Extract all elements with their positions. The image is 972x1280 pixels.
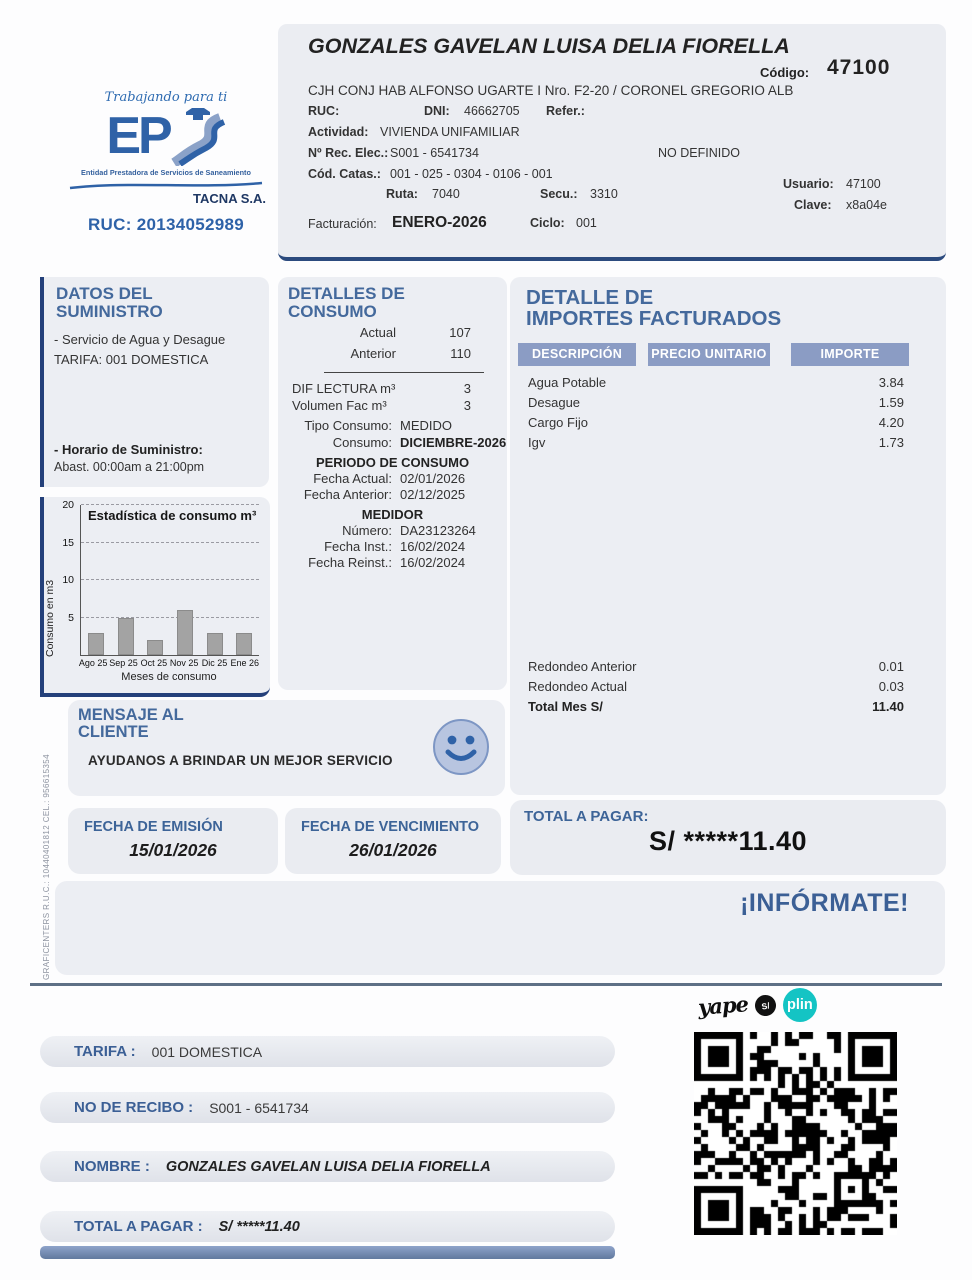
ruta-value: 7040 [432, 187, 460, 201]
column-header-precio-unitario: PRECIO UNITARIO [648, 343, 770, 366]
item-desc: Desague [528, 395, 581, 410]
footer-nombre-label: NOMBRE : [74, 1158, 150, 1175]
chart-plot [80, 505, 259, 656]
table-row [510, 659, 946, 677]
importes-title [526, 287, 781, 329]
fecha-reinst-label: Fecha Reinst.: [308, 555, 392, 570]
footer-recibo-label: NO DE RECIBO : [74, 1099, 194, 1116]
fecha-emision-box [68, 808, 278, 874]
footer-row-nombre [40, 1151, 615, 1182]
consumo-title-line2: CONSUMO [288, 301, 377, 321]
informate-panel [55, 881, 945, 975]
chart-gridline [81, 579, 259, 580]
footer-nombre-value: GONZALES GAVELAN LUISA DELIA FIORELLA [165, 1158, 491, 1175]
actual-value: 107 [449, 325, 471, 340]
footer-row-total [40, 1211, 615, 1242]
footer-row-recibo [40, 1092, 615, 1123]
mensaje-title-line2: CLIENTE [78, 722, 149, 741]
chart-y-ticks [56, 499, 76, 655]
redondeo-anterior-value: 0.01 [878, 659, 904, 674]
footer-total-value: S/ *****11.40 [218, 1218, 300, 1235]
redondeo-anterior-label: Redondeo Anterior [528, 659, 637, 674]
consumption-chart [40, 497, 270, 697]
footer-recibo-value: S001 - 6541734 [209, 1099, 309, 1116]
logo-company-name: TACNA S.A. [193, 191, 266, 206]
total-pagar-value: S/ *****11.40 [648, 826, 808, 856]
volumen-fac-label: Volumen Fac m³ [292, 398, 387, 413]
chart-x-tick-label: Ene 26 [230, 658, 260, 668]
chart-x-axis-label: Meses de consumo [121, 671, 217, 683]
chart-x-tick-label: Nov 25 [169, 658, 199, 668]
table-row [510, 395, 946, 413]
column-header-importe: IMPORTE [791, 343, 909, 366]
fecha-emision-value: 15/01/2026 [129, 840, 217, 860]
yape-badge-icon: S/ [753, 993, 777, 1017]
chart-x-tick-label: Dic 25 [201, 658, 228, 668]
company-ruc: RUC: 20134052989 [87, 215, 244, 234]
mensaje-body: AYUDANOS A BRINDAR UN MEJOR SERVICIO [88, 753, 393, 768]
tipo-consumo-label: Tipo Consumo: [304, 418, 392, 433]
total-pagar-label: TOTAL A PAGAR: [524, 808, 649, 825]
footer-total-label: TOTAL A PAGAR : [74, 1218, 203, 1235]
cod-catas-value: 001 - 025 - 0304 - 0106 - 001 [390, 167, 553, 181]
chart-y-tick-label: 15 [62, 536, 74, 549]
header-row-ids [278, 104, 946, 121]
importes-title-line2: IMPORTES FACTURADOS [526, 307, 782, 331]
dni-label: DNI: [424, 104, 450, 118]
tipo-consumo-value: MEDIDO [400, 418, 452, 433]
horario-label: - Horario de Suministro: [54, 442, 203, 457]
medidor-title: MEDIDOR [361, 507, 424, 522]
fecha-vencimiento-box [285, 808, 501, 874]
anterior-value: 110 [450, 346, 471, 361]
chart-bar [118, 618, 134, 656]
datos-title-line1: DATOS DEL [56, 284, 153, 303]
company-logo [58, 90, 274, 235]
total-pagar-box [510, 800, 946, 875]
mensaje-title [78, 707, 184, 741]
reading-divider-line [324, 372, 484, 373]
medidor-numero-value: DA23123264 [400, 523, 476, 538]
smiley-icon [431, 717, 491, 777]
fecha-actual-label: Fecha Actual: [313, 471, 392, 486]
chart-bar [177, 610, 193, 655]
chart-bar [207, 633, 223, 656]
codigo-label: Código: [760, 65, 810, 80]
footer-blue-bar [40, 1246, 615, 1259]
dif-lectura-value: 3 [463, 381, 471, 396]
chart-gridline [81, 542, 259, 543]
table-row-total [510, 699, 946, 717]
eps-logo-letters: EP [106, 107, 170, 165]
table-row [510, 679, 946, 697]
redondeo-actual-label: Redondeo Actual [528, 679, 628, 694]
customer-name: GONZALES GAVELAN LUISA DELIA FIORELLA [308, 34, 790, 58]
importes-facturados-panel [510, 277, 946, 795]
qr-code [694, 1032, 897, 1235]
rec-elec-value: S001 - 6541734 [390, 146, 479, 160]
chart-bar [147, 640, 163, 655]
table-row [510, 415, 946, 433]
chart-bar [236, 633, 252, 656]
chart-y-axis-label: Consumo en m3 [44, 579, 56, 657]
mensaje-title-line1: MENSAJE AL [78, 706, 184, 724]
usuario-label: Usuario: [783, 177, 834, 191]
header-row-recibo [278, 146, 946, 163]
cod-catas-label: Cód. Catas.: [308, 167, 381, 181]
informate-text: ¡INFÓRMATE! [740, 889, 909, 917]
footer-row-tarifa [40, 1036, 615, 1067]
chart-x-tick-label: Oct 25 [140, 658, 168, 668]
chart-y-tick-label: 10 [62, 574, 74, 586]
footer-tarifa-value: 001 DOMESTICA [151, 1043, 263, 1060]
datos-suministro-panel [40, 277, 269, 487]
datos-suministro-title [56, 285, 163, 320]
actividad-value: VIVIENDA UNIFAMILIAR [380, 125, 520, 139]
printer-credit-vertical-text: GRAFICENTERS R.U.C.: 10440401812 CEL.: 956615354 [42, 754, 51, 980]
fecha-vencimiento-value: 26/01/2026 [349, 840, 437, 860]
facturacion-label: Facturación: [308, 217, 377, 231]
header-row-clave [278, 198, 946, 215]
secu-label: Secu.: [540, 187, 578, 201]
dif-lectura-label: DIF LECTURA m³ [292, 381, 396, 396]
rec-elec-label: Nº Rec. Elec.: [308, 146, 389, 160]
logo-swoosh [68, 180, 264, 190]
header-row-actividad [278, 125, 946, 142]
chart-x-tick-label: Sep 25 [109, 658, 138, 668]
codigo-value: 47100 [827, 56, 891, 79]
anterior-label: Anterior [350, 346, 396, 361]
fecha-vencimiento-label: FECHA DE VENCIMIENTO [301, 819, 480, 835]
chart-title: Estadística de consumo m³ [88, 508, 257, 523]
payment-methods [698, 986, 817, 1024]
redondeo-actual-value: 0.03 [878, 679, 904, 694]
yape-logo: yape [697, 990, 749, 1020]
actual-label: Actual [359, 325, 396, 340]
facturacion-value: ENERO-2026 [392, 214, 487, 231]
refer-label: Refer.: [546, 104, 585, 118]
chart-y-tick-label: 5 [68, 611, 74, 624]
ruc-label: RUC: [308, 104, 340, 118]
consumo-mes-label: Consumo: [332, 435, 392, 450]
item-desc: Agua Potable [528, 375, 607, 390]
no-definido-text: NO DEFINIDO [658, 146, 740, 160]
importes-title-line1: DETALLE DE [526, 286, 654, 309]
table-row [510, 375, 946, 393]
item-importe: 1.59 [878, 395, 904, 410]
chart-gridline [81, 617, 259, 618]
ciclo-label: Ciclo: [530, 216, 565, 230]
chart-xticks [78, 658, 260, 668]
item-importe: 1.73 [878, 435, 904, 450]
customer-header-panel [278, 24, 946, 261]
periodo-consumo-title: PERIODO DE CONSUMO [315, 455, 470, 470]
clave-label: Clave: [794, 198, 832, 212]
fecha-inst-value: 16/02/2024 [400, 539, 466, 554]
secu-value: 3310 [590, 187, 618, 201]
item-importe: 4.20 [878, 415, 904, 430]
header-row-usuario [278, 177, 946, 194]
actividad-label: Actividad: [308, 125, 369, 139]
chart-bar [88, 633, 104, 656]
mensaje-cliente-panel [68, 700, 505, 796]
customer-address: CJH CONJ HAB ALFONSO UGARTE I Nro. F2-20 / CORONEL GREGORIO ALB [308, 83, 794, 98]
fecha-actual-value: 02/01/2026 [400, 471, 466, 486]
fecha-reinst-value: 16/02/2024 [400, 555, 466, 570]
chart-y-tick-label: 20 [62, 499, 74, 511]
fecha-anterior-value: 02/12/2025 [400, 487, 466, 502]
medidor-numero-label: Número: [342, 523, 392, 538]
column-header-descripcion: DESCRIPCIÓN [518, 343, 636, 366]
consumo-mes-value: DICIEMBRE-2026 [400, 435, 507, 450]
item-desc: Igv [528, 435, 546, 450]
fecha-inst-label: Fecha Inst.: [324, 539, 392, 554]
total-mes-value: 11.40 [872, 699, 904, 714]
consumo-title-line1: DETALLES DE [288, 284, 405, 303]
usuario-value: 47100 [846, 177, 881, 191]
detalles-consumo-title [288, 285, 405, 320]
ciclo-value: 001 [576, 216, 597, 230]
logo-tagline: Trabajando para ti [104, 90, 228, 105]
eps-water-s-icon [170, 106, 226, 166]
item-importe: 3.84 [878, 375, 904, 390]
chart-gridline [81, 504, 259, 505]
tarifa-line: TARIFA: 001 DOMESTICA [54, 352, 209, 367]
service-type: - Servicio de Agua y Desague [54, 332, 226, 347]
total-mes-label: Total Mes S/ [528, 699, 603, 714]
table-row [510, 435, 946, 453]
chart-x-tick-label: Ago 25 [78, 658, 108, 668]
volumen-fac-value: 3 [463, 398, 471, 413]
detalles-consumo-panel [278, 277, 507, 690]
datos-title-line2: SUMINISTRO [56, 301, 163, 321]
item-desc: Cargo Fijo [528, 415, 588, 430]
plin-logo: plin [783, 988, 817, 1022]
footer-tarifa-label: TARIFA : [74, 1043, 136, 1060]
eps-logo [58, 106, 274, 166]
header-row-facturacion [278, 214, 946, 234]
horario-value: Abast. 00:00am a 21:00pm [54, 460, 205, 474]
logo-subtitle: Entidad Prestadora de Servicios de Saneamiento [81, 168, 251, 177]
ruta-label: Ruta: [386, 187, 418, 201]
clave-value: x8a04e [846, 198, 888, 212]
fecha-emision-label: FECHA DE EMISIÓN [84, 819, 223, 835]
fecha-anterior-label: Fecha Anterior: [303, 487, 392, 502]
dni-value: 46662705 [464, 104, 520, 118]
